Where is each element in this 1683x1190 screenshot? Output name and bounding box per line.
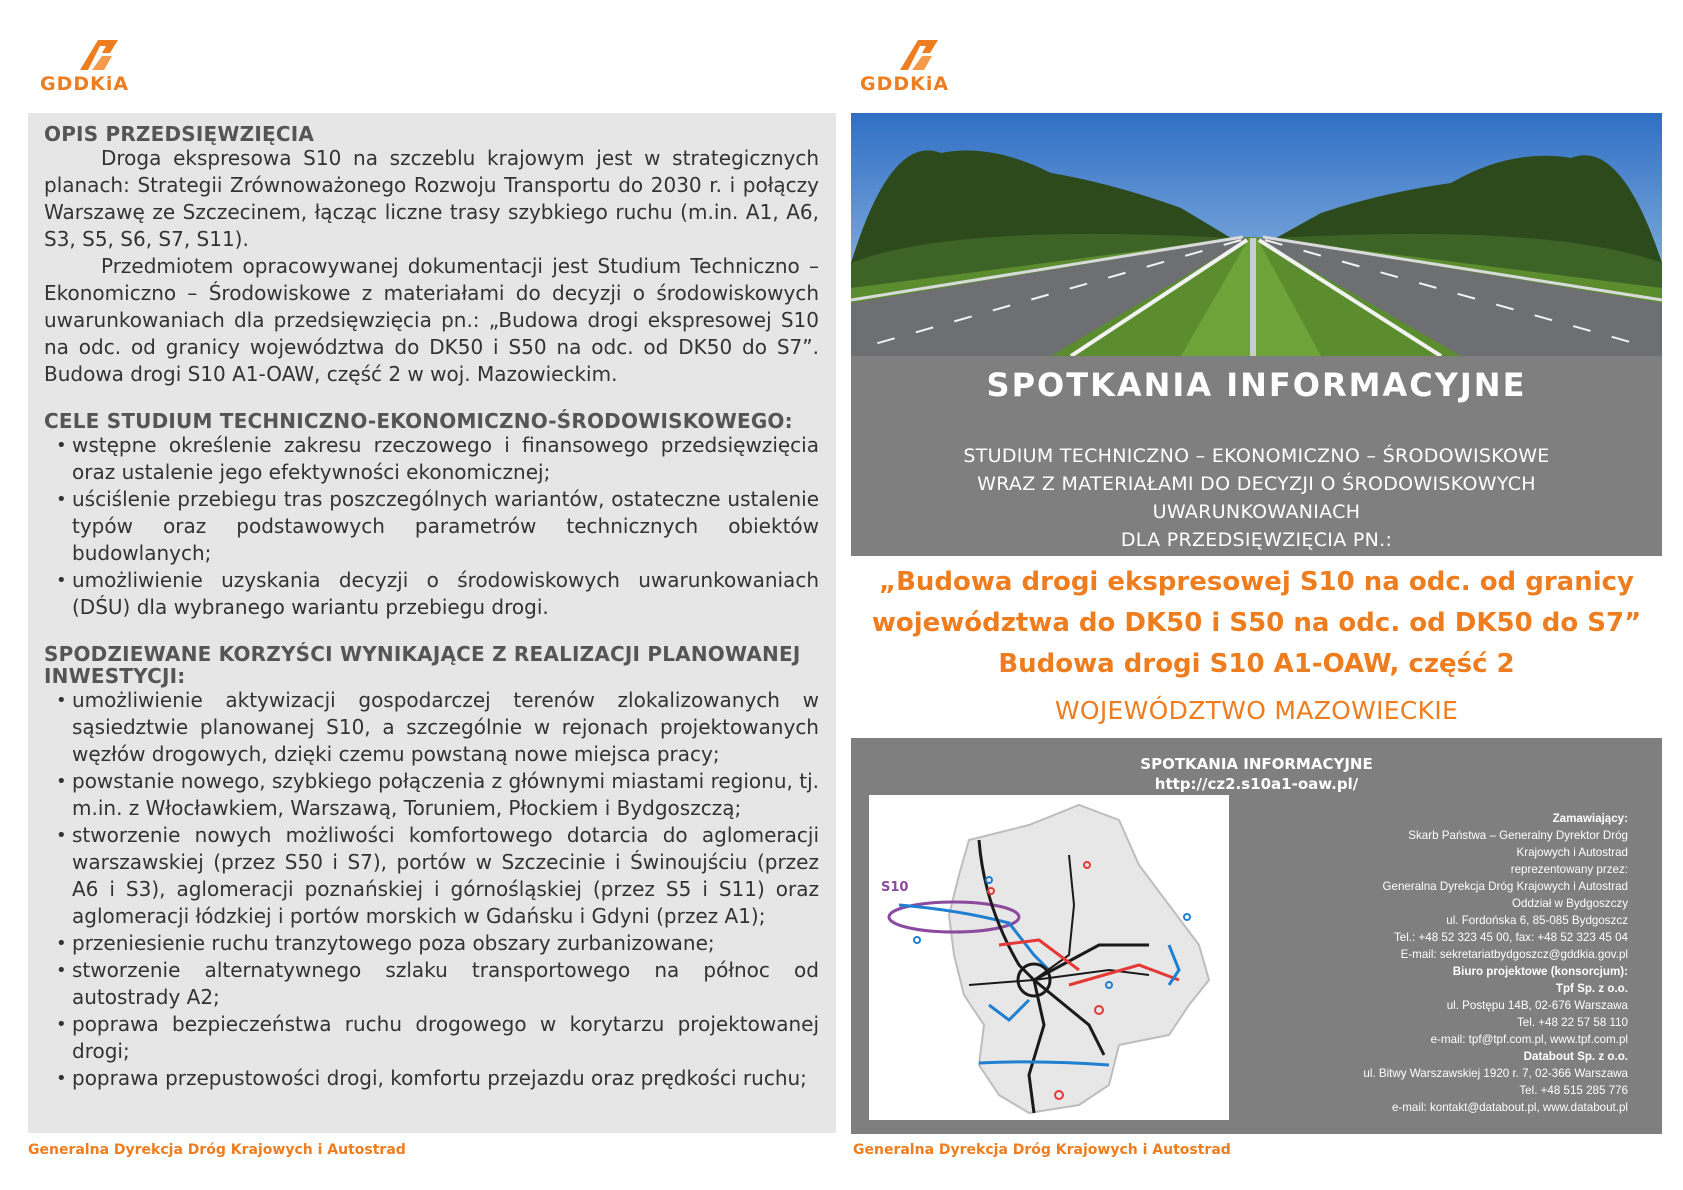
list-item: • poprawa bezpieczeństwa ruchu drogowego w korytarzu projektowanej drogi; xyxy=(44,1011,819,1065)
contact-line: reprezentowany przez: xyxy=(1510,863,1628,876)
contact-details xyxy=(1228,810,1628,1116)
list-item: • umożliwienie uzyskania decyzji o środowiskowych uwarunkowaniach (DŚU) dla wybranego wariantu przebiegu drogi. xyxy=(44,567,819,621)
left-content xyxy=(44,123,819,1092)
contact-line: Tel.: +48 52 323 45 00, fax: +48 52 323 45 04 xyxy=(1394,931,1628,944)
info-header-box xyxy=(851,356,1662,556)
footer-right: Generalna Dyrekcja Dróg Krajowych i Autostrad xyxy=(853,1142,1231,1158)
contact-line: ul. Postępu 14B, 02-676 Warszawa xyxy=(1446,999,1628,1012)
goals-list xyxy=(44,432,819,621)
subtitle-line: DLA PRZEDSIĘWZIĘCIA PN.: xyxy=(1120,529,1393,551)
contact-line: Tel. +48 22 57 58 110 xyxy=(1517,1016,1628,1029)
contact-line: Tel. +48 515 285 776 xyxy=(1519,1084,1628,1097)
contact-line: Generalna Dyrekcja Dróg Krajowych i Autostrad xyxy=(1382,880,1628,893)
contact-line: Krajowych i Autostrad xyxy=(1516,846,1628,859)
list-item: • powstanie nowego, szybkiego połączenia z głównymi miastami regionu, tj. m.in. z Włocławkiem, Warszawą, Toruniem, Płockiem i Bydgoszczą; xyxy=(44,768,819,822)
list-item: • stworzenie alternatywnego szlaku transportowego na północ od autostrady A2; xyxy=(44,957,819,1011)
meetings-heading: SPOTKANIA INFORMACYJNE xyxy=(1140,755,1373,773)
contact-email[interactable]: E-mail: sekretariatbydgoszcz@gddkia.gov.pl xyxy=(1400,948,1628,961)
list-item: • umożliwienie aktywizacji gospodarczej terenów zlokalizowanych w sąsiedztwie planowanej S10, a szczególnie w rejonach projektowanych węzłów drogowych, dzięki czemu powstaną nowe miejsca pracy; xyxy=(44,687,819,768)
project-title-line: Budowa drogi S10 A1-OAW, część 2 xyxy=(998,649,1515,679)
project-title-line: województwa do DK50 i S50 na odc. od DK50 do S7” xyxy=(871,608,1642,638)
logo-text: GDDKiA xyxy=(860,73,950,95)
contact-line: Zamawiający: xyxy=(1552,812,1628,825)
logo-text: GDDKiA xyxy=(40,73,130,95)
subtitle-line: STUDIUM TECHNICZNO – EKONOMICZNO – ŚRODOWISKOWE xyxy=(963,445,1550,467)
contact-line: Skarb Państwa – Generalny Dyrektor Dróg xyxy=(1408,829,1628,842)
main-title: SPOTKANIA INFORMACYJNE xyxy=(986,366,1527,404)
meetings-url-link[interactable]: http://cz2.s10a1-oaw.pl/ xyxy=(1154,775,1359,793)
contact-line: ul. Bitwy Warszawskiej 1920 r. 7, 02-366 Warszawa xyxy=(1363,1067,1628,1080)
section-heading-goals: CELE STUDIUM TECHNICZNO-EKONOMICZNO-ŚRODOWISKOWEGO: xyxy=(44,409,793,433)
project-title xyxy=(851,562,1662,685)
list-item: • przeniesienie ruchu tranzytowego poza obszary zurbanizowane; xyxy=(44,930,819,957)
contact-line: ul. Fordońska 6, 85-085 Bydgoszcz xyxy=(1446,914,1628,927)
gddkia-logo-left xyxy=(40,36,160,94)
gddkia-logo-right xyxy=(860,36,980,94)
project-title-line: „Budowa drogi ekspresowej S10 na odc. od granicy xyxy=(879,567,1634,597)
contact-line: Databout Sp. z o.o. xyxy=(1523,1050,1628,1063)
benefits-list xyxy=(44,687,819,1092)
list-item: • poprawa przepustowości drogi, komfortu przejazdu oraz prędkości ruchu; xyxy=(44,1065,819,1092)
contact-line: Biuro projektowe (konsorcjum): xyxy=(1452,965,1628,978)
meetings-box xyxy=(851,738,1662,1134)
subtitle-line: WRAZ Z MATERIAŁAMI DO DECYZJI O ŚRODOWISKOWYCH xyxy=(977,473,1536,495)
s10-map-label: S10 xyxy=(881,880,909,895)
description-paragraph-1: Droga ekspresowa S10 na szczeblu krajowym jest w strategicznych planach: Strategii Zrównoważonego Rozwoju Transportu do 2030 r. i połączy Warszawę ze Szczecinem, łącząc liczne trasy szybkiego ruchu (m.in. A1, A6, S3, S5, S6, S7, S11). xyxy=(44,146,819,251)
list-item: • wstępne określenie zakresu rzeczowego i finansowego przedsięwzięcia oraz ustalenie jego efektywności ekonomicznej; xyxy=(44,432,819,486)
gddkia-arrow-icon xyxy=(76,36,120,72)
mazowieckie-map-image xyxy=(869,795,1229,1120)
region-name: WOJEWÓDZTWO MAZOWIECKIE xyxy=(1054,696,1459,725)
left-panel xyxy=(28,113,836,1133)
section-heading-description: OPIS PRZEDSIĘWZIĘCIA xyxy=(44,122,315,146)
study-subtitle xyxy=(851,442,1662,554)
contact-line: Oddział w Bydgoszczy xyxy=(1512,897,1628,910)
contact-email[interactable]: e-mail: kontakt@databout.pl, www.databout.pl xyxy=(1391,1101,1628,1114)
list-item: • uściślenie przebiegu tras poszczególnych wariantów, ostateczne ustalenie typów oraz podstawowych parametrów technicznych obiektów budowlanych; xyxy=(44,486,819,567)
road-photo xyxy=(851,113,1662,356)
gddkia-arrow-icon xyxy=(896,36,940,72)
contact-line: Tpf Sp. z o.o. xyxy=(1555,982,1628,995)
subtitle-line: UWARUNKOWANIACH xyxy=(1152,501,1361,523)
footer-left: Generalna Dyrekcja Dróg Krajowych i Autostrad xyxy=(28,1142,406,1158)
route-map xyxy=(869,795,1229,1120)
contact-email[interactable]: e-mail: tpf@tpf.com.pl, www.tpf.com.pl xyxy=(1430,1033,1628,1046)
list-item: • stworzenie nowych możliwości komfortowego dotarcia do aglomeracji warszawskiej (przez S50 i S7), portów w Szczecinie i Świnoujściu (przez A6 i S3), aglomeracji poznańskiej i górnośląskiej (przez S5 i S11) oraz aglomeracji łódzkiej i portów morskich w Gdańsku i Gdyni (przez A1); xyxy=(44,822,819,930)
meetings-heading-block xyxy=(851,754,1662,794)
highway-image xyxy=(851,113,1662,356)
project-title-area xyxy=(851,556,1662,738)
section-heading-benefits: SPODZIEWANE KORZYŚCI WYNIKAJĄCE Z REALIZACJI PLANOWANEJ INWESTYCJI: xyxy=(44,642,801,688)
description-paragraph-2: Przedmiotem opracowywanej dokumentacji jest Studium Techniczno – Ekonomiczno – Środowiskowe z materiałami do decyzji o środowiskowych uwarunkowaniach dla przedsięwzięcia pn.: „Budowa drogi ekspresowej S10 na odc. od granicy województwa do DK50 i S50 na odc. od DK50 do S7”. Budowa drogi S10 A1-OAW, część 2 w woj. Mazowieckim. xyxy=(44,254,819,386)
